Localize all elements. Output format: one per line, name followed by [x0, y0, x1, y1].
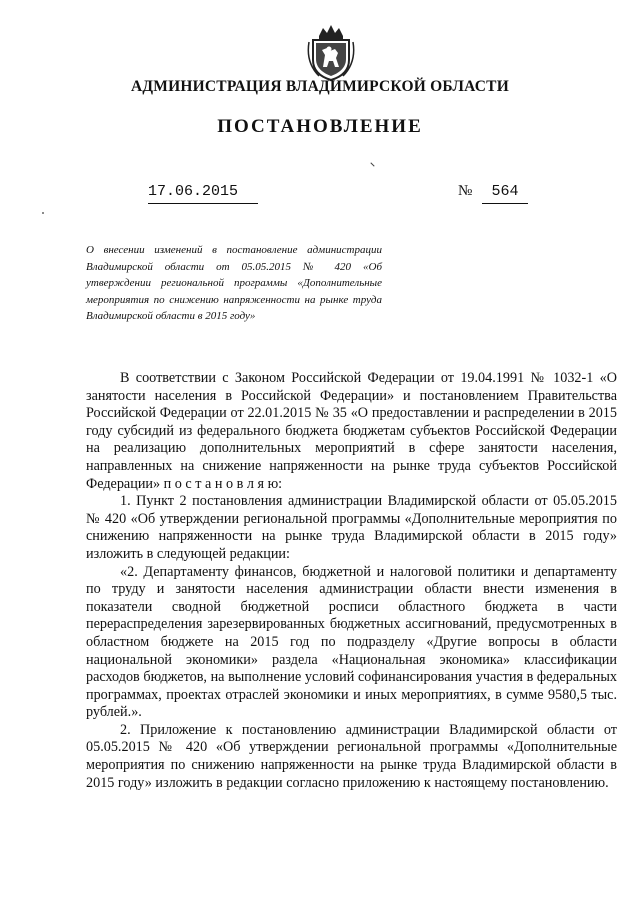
- paragraph-preamble: В соответствии с Законом Российской Федерации от 19.04.1991 № 1032-1 «О занятости населения в Российской Федерации» и постановлением Правительства Российской Федерации от 22.01.2015 № 35 «О предоставлении и распределении в 2015 году субсидий из федерального бюджета бюджетам субъектов Российской Федерации на реализацию дополнительных мероприятий в сфере занятости населения, направленных на снижение напряженности на рынке труда субъектов Российской Федерации» п о с т а н о в л я ю:: [86, 370, 617, 492]
- number-value: 564: [482, 183, 528, 204]
- organization-name: АДМИНИСТРАЦИЯ ВЛАДИМИРСКОЙ ОБЛАСТИ: [131, 78, 509, 95]
- paragraph-item-1: 1. Пункт 2 постановления администрации Владимирской области от 05.05.2015 № 420 «Об утверждении региональной программы «Дополнительные мероприятия по снижению напряженности на рынке труда Владимирской области в 2015 году» изложить в следующей редакции:: [86, 493, 617, 562]
- document-date: 17.06.2015: [148, 183, 258, 204]
- document-number: [458, 183, 528, 204]
- paragraph-quoted-item-2: «2. Департаменту финансов, бюджетной и налоговой политики и департаменту по труду и занятости населения администрации области внести изменения в показатели сводной бюджетной росписи областного бюджета в части перераспределения зарезервированных бюджетных ассигнований, предусмотренных в областном бюджете на 2015 год по подразделу «Другие вопросы в области национальной экономики» раздела «Национальная экономика» классификации расходов бюджетов, на выполнение условий софинансирования участия в федеральных программах, проектах отраслей экономики и иных мероприятиях, в сумме 9580,5 тыс. рублей.».: [86, 563, 617, 721]
- document-subject: О внесении изменений в постановление администрации Владимирской области от 05.05.2015 № 420 «Об утверждении региональной программы «Дополнительные мероприятия по снижению напряженности на рынке труда Владимирской области в 2015 году»: [86, 244, 382, 322]
- scan-dot: [42, 212, 44, 214]
- paragraph-item-2: 2. Приложение к постановлению администрации Владимирской области от 05.05.2015 № 420 «Об утверждении региональной программы «Дополнительные мероприятия по снижению напряженности на рынке труда Владимирской области в 2015 году» изложить в редакции согласно приложению к настоящему постановлению.: [86, 721, 617, 791]
- coat-of-arms-icon: [305, 22, 357, 82]
- number-sign: №: [458, 183, 473, 199]
- document-body: [86, 370, 617, 792]
- document-title: ПОСТАНОВЛЕНИЕ: [217, 116, 423, 137]
- scan-mark: [370, 162, 374, 166]
